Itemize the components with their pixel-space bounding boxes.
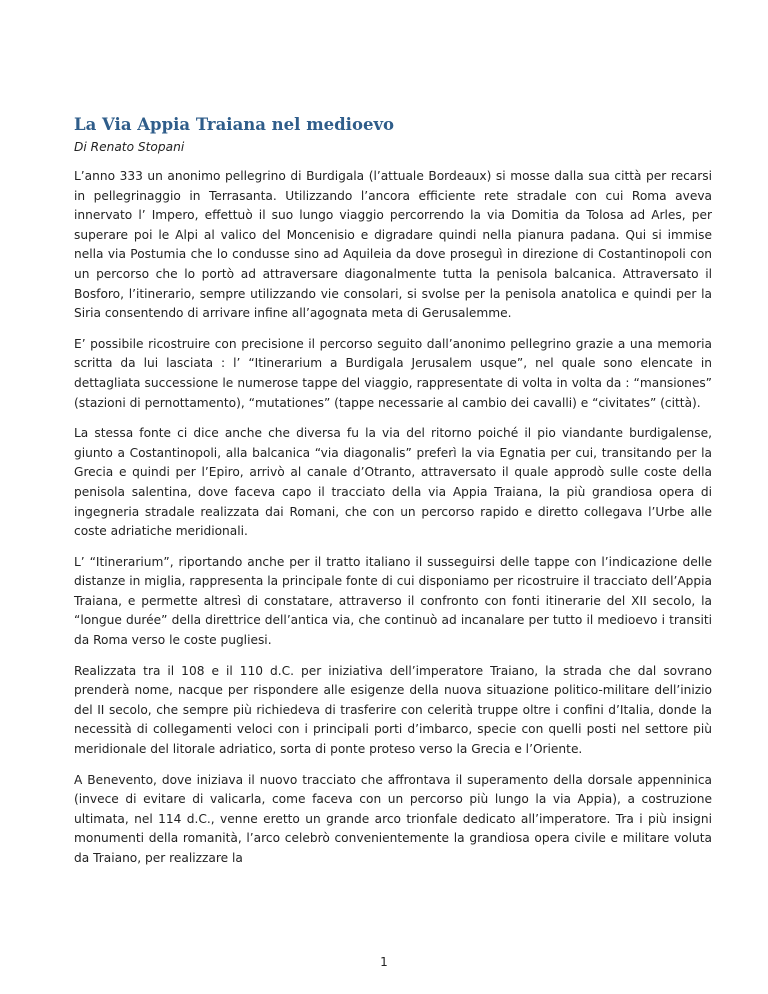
paragraph: Realizzata tra il 108 e il 110 d.C. per iniziativa dell’imperatore Traiano, la strada che dal sovrano prenderà nome, nacque per rispondere alle esigenze della nuova situazione politico-militare dell’inizio del II secolo, che sempre più richiedeva di trasferire con celerità truppe oltre i confini d’Italia, donde la necessità di collegamenti veloci con i principali porti d’imbarco, specie con quelli posti nel settore più meridionale del litorale adriatico, sorta di ponte proteso verso la Grecia e l’Oriente.: [74, 663, 712, 757]
paragraph: A Benevento, dove iniziava il nuovo tracciato che affrontava il superamento della dorsale appenninica (invece di evitare di valicarla, come faceva con un percorso più lungo la via Appia), a costruzione ultimata, nel 114 d.C., venne eretto un grande arco trionfale dedicato all’imperatore. Tra i più insigni monumenti della romanità, l’arco celebrò convenientemente la grandiosa opera civile e militare voluta da Traiano, per realizzare la: [74, 772, 712, 865]
paragraph: L’anno 333 un anonimo pellegrino di Burdigala (l’attuale Bordeaux) si mosse dalla sua città per recarsi in pellegrinaggio in Terrasanta. Utilizzando l’ancora efficiente rete stradale con cui Roma aveva innervato l’ Impero, effettuò il suo lungo viaggio percorrendo la via Domitia da Tolosa ad Arles, per superare poi le Alpi al valico del Moncenisio e digradare quindi nella pianura padana. Qui si immise nella via Postumia che lo condusse sino ad Aquileia da dove proseguì in direzione di Costantinopoli con un percorso che lo portò ad attraversare diagonalmente tutta la penisola balcanica. Attraversato il Bosforo, l’itinerario, sempre utilizzando vie consolari, si svolse per la penisola anatolica e quindi per la Siria consentendo di arrivare infine all’agognata meta di Gerusalemme.: [74, 169, 712, 321]
document-author: Di Renato Stopani: [74, 140, 185, 154]
page-number: 1: [380, 955, 388, 969]
paragraph: L’ “Itinerarium”, riportando anche per il tratto italiano il susseguirsi delle tappe con l’indicazione delle distanze in miglia, rappresenta la principale fonte di cui disponiamo per ricostruire il tracciato dell’Appia Traiana, e permette altresì di constatare, attraverso il confronto con fonti itinerarie del XII secolo, la “longue durée” della direttrice dell’antica via, che continuò ad incanalare per tutto il medioevo i transiti da Roma verso le coste pugliesi.: [74, 554, 712, 648]
paragraph: E’ possibile ricostruire con precisione il percorso seguito dall’anonimo pellegrino grazie a una memoria scritta da lui lasciata : l’ “Itinerarium a Burdigala Jerusalem usque”, nel quale sono elencate in dettagliata successione le numerose tappe del viaggio, rappresentate di volta in volta da : “mansiones” (stazioni di pernottamento), “mutationes” (tappe necessarie al cambio dei cavalli) e “civitates” (città).: [74, 336, 712, 410]
document-title: La Via Appia Traiana nel medioevo: [74, 115, 395, 134]
paragraph: La stessa fonte ci dice anche che diversa fu la via del ritorno poiché il pio viandante burdigalense, giunto a Costantinopoli, alla balcanica “via diagonalis” preferì la via Egnatia per cui, transitando per la Grecia e quindi per l’Epiro, arrivò al canale d’Otranto, attraversato il quale approdò sulle coste della penisola salentina, dove faceva capo il tracciato della via Appia Traiana, la più grandiosa opera di ingegneria stradale realizzata dai Romani, che con un percorso rapido e diretto collegava l’Urbe alle coste adriatiche meridionali.: [74, 426, 712, 539]
